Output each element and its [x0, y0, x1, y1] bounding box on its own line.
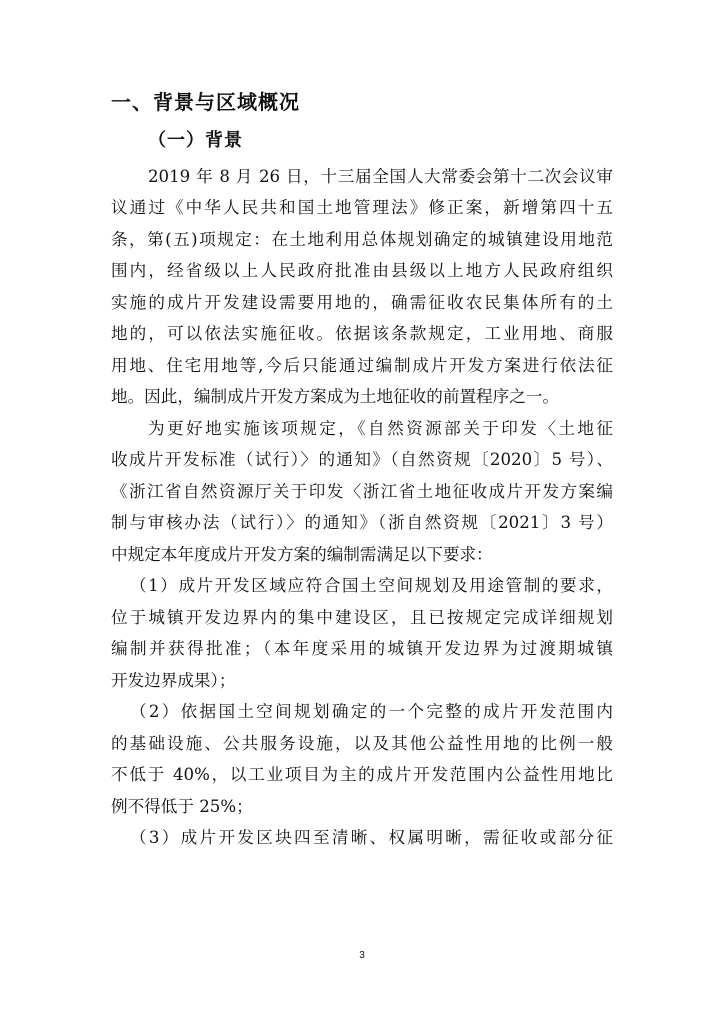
page-number: 3: [359, 950, 365, 961]
paragraph-line: 例不得低于 25%；: [111, 797, 253, 816]
paragraph-line: 实施的成片开发建设需要用地的，确需征收农民集体所有的土: [111, 293, 613, 312]
subsection-heading: （一）背景: [148, 130, 243, 151]
paragraph-line: 议通过《中华人民共和国土地管理法》修正案，新增第四十五: [111, 198, 613, 217]
paragraph-line: 《浙江省自然资源厅关于印发〈浙江省土地征收成片开发方案编: [111, 482, 613, 501]
paragraph-line: 制与审核办法（试行）〉的通知》（浙自然资规〔2021〕3 号）: [111, 513, 613, 532]
paragraph-line: 围内，经省级以上人民政府批准由县级以上地方人民政府组织: [111, 261, 613, 280]
paragraph-line: 收成片开发标准（试行）〉的通知》（自然资规〔2020〕5 号）、: [111, 450, 613, 469]
paragraph-line: 位于城镇开发边界内的集中建设区，且已按规定完成详细规划: [111, 608, 613, 627]
paragraph-line: 为更好地实施该项规定，《自然资源部关于印发〈土地征: [148, 419, 613, 438]
paragraph-line: 中规定本年度成片开发方案的编制需满足以下要求：: [111, 545, 493, 564]
paragraph-line: 不低于 40%，以工业项目为主的成片开发范围内公益性用地比: [111, 765, 613, 784]
paragraph-line: 用地、住宅用地等,今后只能通过编制成片开发方案进行依法征: [111, 356, 613, 375]
paragraph-line: （3）成片开发区块四至清晰、权属明晰，需征收或部分征: [130, 828, 613, 847]
paragraph-line: 编制并获得批准；（本年度采用的城镇开发边界为过渡期城镇: [111, 639, 613, 658]
section-heading: 一、背景与区域概况: [111, 90, 300, 114]
paragraph-line: （2）依据国土空间规划确定的一个完整的成片开发范围内: [130, 702, 613, 721]
paragraph-line: 地的，可以依法实施征收。依据该条款规定，工业用地、商服: [111, 324, 613, 343]
paragraph-line: 的基础设施、公共服务设施，以及其他公益性用地的比例一般: [111, 734, 613, 753]
paragraph-line: 条，第(五)项规定：在土地利用总体规划确定的城镇建设用地范: [111, 230, 613, 249]
paragraph-line: 开发边界成果）；: [111, 671, 236, 690]
paragraph-line: （1）成片开发区域应符合国土空间规划及用途管制的要求，: [130, 576, 613, 595]
paragraph-line: 地。因此，编制成片开发方案成为土地征收的前置程序之一。: [111, 387, 560, 406]
paragraph-line: 2019 年 8 月 26 日，十三届全国人大常委会第十二次会议审: [148, 167, 613, 186]
